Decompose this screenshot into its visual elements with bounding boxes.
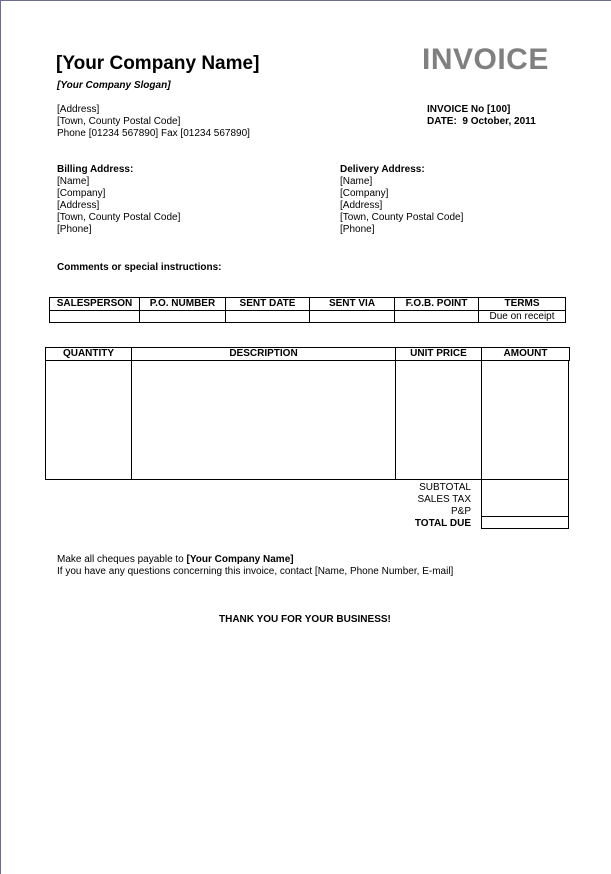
column-divider: [131, 360, 132, 479]
comments-label: Comments or special instructions:: [57, 262, 222, 273]
invoice-meta: [427, 104, 536, 128]
header-fob-point: F.O.B. POINT: [395, 298, 479, 311]
header-sent-via: SENT VIA: [310, 298, 395, 311]
company-name: [Your Company Name]: [56, 53, 260, 74]
invoice-date-value: 9 October, 2011: [462, 116, 536, 127]
sales-table-header: [50, 298, 566, 311]
delivery-name: [Name]: [340, 176, 373, 187]
delivery-company: [Company]: [340, 188, 389, 199]
company-town: [Town, County Postal Code]: [57, 116, 181, 127]
cheques-company: [Your Company Name]: [186, 554, 294, 565]
cheques-prefix: Make all cheques payable to: [57, 554, 187, 565]
total-due-divider: [481, 516, 569, 517]
header-salesperson: SALESPERSON: [50, 298, 140, 311]
column-divider: [481, 360, 482, 479]
pp-label: P&P: [450, 506, 471, 517]
billing-company: [Company]: [57, 188, 106, 199]
invoice-date: [427, 116, 536, 128]
cell-sent-via[interactable]: [310, 311, 395, 323]
header-po-number: P.O. NUMBER: [140, 298, 226, 311]
subtotal-label: SUBTOTAL: [419, 482, 471, 493]
cell-salesperson[interactable]: [50, 311, 140, 323]
header-unit-price: UNIT PRICE: [396, 348, 482, 361]
billing-address-line: [Address]: [57, 200, 100, 211]
billing-address: [57, 164, 180, 236]
items-table-header: [45, 347, 570, 361]
sales-table-row: [50, 311, 566, 323]
items-table-body[interactable]: [45, 360, 569, 480]
company-slogan: [Your Company Slogan]: [57, 80, 171, 91]
total-due-label: TOTAL DUE: [414, 518, 471, 529]
billing-name: [Name]: [57, 176, 90, 187]
thank-you-message: THANK YOU FOR YOUR BUSINESS!: [219, 614, 391, 625]
cell-po-number[interactable]: [140, 311, 226, 323]
header-sent-date: SENT DATE: [226, 298, 310, 311]
invoice-date-label: DATE:: [427, 116, 457, 127]
cheques-line: [57, 554, 453, 566]
sales-tax-label: SALES TAX: [417, 494, 471, 505]
billing-town: [Town, County Postal Code]: [57, 212, 181, 223]
sales-table: [49, 297, 566, 323]
header-terms: TERMS: [479, 298, 566, 311]
company-phone-fax: Phone [01234 567890] Fax [01234 567890]: [57, 128, 250, 139]
billing-phone: [Phone]: [57, 224, 92, 235]
delivery-heading: Delivery Address:: [340, 164, 425, 175]
invoice-title: INVOICE: [422, 43, 549, 76]
cell-terms[interactable]: Due on receipt: [479, 311, 566, 323]
delivery-phone: [Phone]: [340, 224, 375, 235]
delivery-town: [Town, County Postal Code]: [340, 212, 464, 223]
cell-fob-point[interactable]: [395, 311, 479, 323]
company-address: [Address]: [57, 104, 100, 115]
header-amount: AMOUNT: [482, 348, 570, 361]
cell-sent-date[interactable]: [226, 311, 310, 323]
header-description: DESCRIPTION: [132, 348, 396, 361]
billing-heading: Billing Address:: [57, 164, 134, 175]
delivery-address: [340, 164, 463, 236]
totals-labels: [381, 482, 471, 530]
payment-instructions: [57, 554, 453, 578]
invoice-number: INVOICE No [100]: [427, 104, 511, 115]
header-quantity: QUANTITY: [46, 348, 132, 361]
company-address-block: [57, 104, 250, 140]
totals-values-box[interactable]: [481, 480, 569, 529]
column-divider: [395, 360, 396, 479]
delivery-address-line: [Address]: [340, 200, 383, 211]
questions-line: If you have any questions concerning this invoice, contact [Name, Phone Number, E-mail]: [57, 566, 454, 577]
